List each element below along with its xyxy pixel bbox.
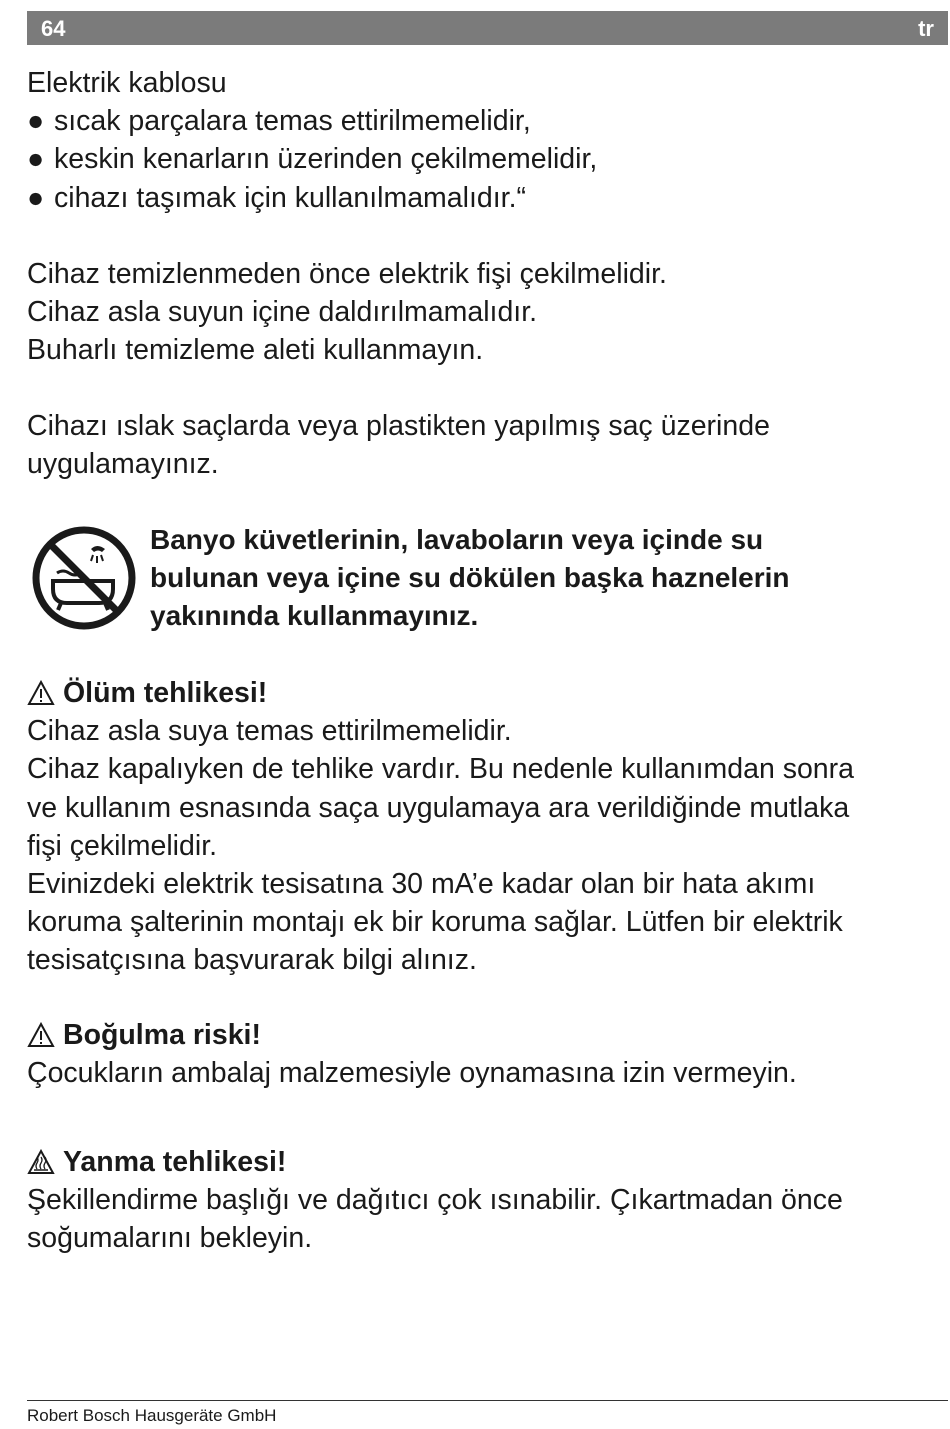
paragraph-line: koruma şalterinin montajı ek bir koruma sağlar. Lütfen bir elektrik	[27, 906, 843, 939]
list-item: ● sıcak parçalara temas ettirilmemelidir,	[27, 102, 927, 140]
bath-warning-notice	[150, 521, 870, 636]
hot-surface-warning-icon	[27, 1149, 55, 1175]
paragraph-line: Çocukların ambalaj malzemesiyle oynamasına izin vermeyin.	[27, 1057, 797, 1090]
suffocation-section	[27, 1016, 927, 1092]
bullet-icon: ●	[27, 143, 45, 176]
heading-text: Ölüm tehlikesi!	[63, 677, 268, 709]
paragraph-line: Cihaz kapalıyken de tehlike vardır. Bu nedenle kullanımdan sonra	[27, 753, 855, 786]
cord-title: Elektrik kablosu	[27, 67, 227, 99]
paragraph-line: Cihaz asla suyun içine daldırılmamalıdır.	[27, 296, 538, 329]
footer-company: Robert Bosch Hausgeräte GmbH	[27, 1406, 277, 1425]
page-header	[27, 11, 948, 45]
list-item: ● cihazı taşımak için kullanılmamalıdır.“	[27, 179, 927, 217]
paragraph-line: Şekillendirme başlığı ve dağıtıcı çok ısınabilir. Çıkartmadan önce	[27, 1184, 843, 1217]
paragraph-line: Cihazı ıslak saçlarda veya plastikten yapılmış saç üzerinde	[27, 410, 770, 442]
notice-line: Banyo küvetlerinin, lavaboların veya içinde su	[150, 524, 764, 555]
warning-triangle-icon	[27, 1022, 55, 1048]
cleaning-section	[27, 255, 927, 370]
death-danger-section	[27, 674, 927, 980]
no-bathtub-icon	[31, 525, 137, 631]
list-item: ● keskin kenarların üzerinden çekilmemelidir,	[27, 140, 927, 178]
paragraph-line: Evinizdeki elektrik tesisatına 30 mA’e kadar olan bir hata akımı	[27, 868, 816, 901]
cord-section	[27, 64, 927, 217]
paragraph-line: soğumalarını bekleyin.	[27, 1222, 313, 1255]
paragraph-line: fişi çekilmelidir.	[27, 829, 218, 862]
paragraph-line: Cihaz temizlenmeden önce elektrik fişi çekilmelidir.	[27, 258, 667, 290]
notice-line: yakınında kullanmayınız.	[150, 600, 479, 632]
paragraph-line: Buharlı temizleme aleti kullanmayın.	[27, 334, 484, 367]
section-heading	[27, 674, 927, 712]
bullet-icon: ●	[27, 105, 45, 138]
burn-section	[27, 1143, 927, 1258]
wet-hair-section	[27, 407, 927, 483]
footer-divider	[27, 1400, 948, 1401]
paragraph-line: uygulamayınız.	[27, 448, 219, 481]
page-number: 64	[41, 16, 66, 41]
language-code: tr	[918, 16, 934, 41]
section-heading	[27, 1143, 927, 1181]
notice-line: bulunan veya içine su dökülen başka haznelerin	[150, 562, 790, 594]
bullet-icon: ●	[27, 181, 45, 214]
paragraph-line: Cihaz asla suya temas ettirilmemelidir.	[27, 715, 512, 748]
paragraph-line: tesisatçısına başvurarak bilgi alınız.	[27, 944, 477, 977]
heading-text: Yanma tehlikesi!	[63, 1146, 287, 1178]
section-heading	[27, 1016, 927, 1054]
warning-triangle-icon	[27, 680, 55, 706]
paragraph-line: ve kullanım esnasında saça uygulamaya ara verildiğinde mutlaka	[27, 791, 850, 824]
heading-text: Boğulma riski!	[63, 1019, 261, 1051]
